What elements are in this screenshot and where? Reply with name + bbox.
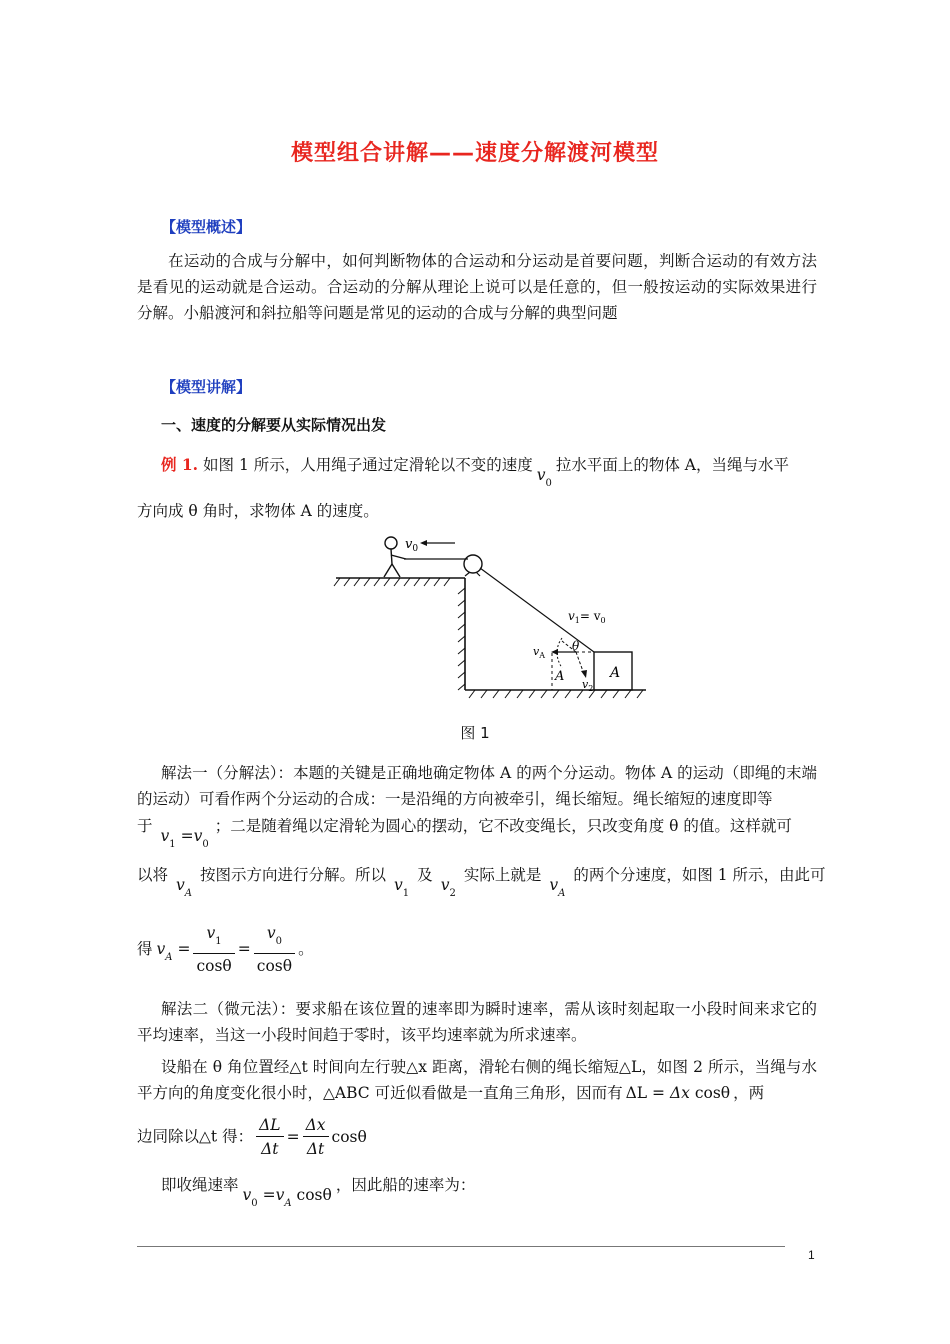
page-number: 1 [808,1248,815,1262]
overview-heading: 【模型概述】 [161,218,252,236]
v2-symbol: $v_2$ [440,876,456,899]
eq-derivative: $\frac{\Delta L}{\Delta t}$ = $\frac{\Delta x}{\Delta t}$ cosθ [253,1128,367,1146]
v0-symbol: $v_0$ [536,466,552,489]
section-subheading: 一、速度的分解要从实际情况出发 [161,416,387,434]
footer-rule [137,1246,785,1247]
method2-p3: 边同除以△t 得： $\frac{\Delta L}{\Delta t}$ = $\frac{\Delta x}{\Delta t}$ cosθ [137,1116,367,1158]
upper-ground-hatch [334,578,450,586]
example-text-b: 拉水平面上的物体 A，当绳与水平 [555,456,789,474]
person-figure [384,537,406,577]
explain-heading: 【模型讲解】 [161,378,252,396]
lower-ground-hatch [469,690,643,698]
example-line-1 [161,452,789,487]
method1-p3: 以将$v_A$按图示方向进行分解。所以$v_1$及$v_2$实际上就是$v_A$的两个分速度，如图 1 所示，由此可 [137,866,826,899]
label-v0: $v_0$ [405,537,419,554]
label-v1-eq-v0: $v_1= v_0$ [568,609,606,625]
wall-hatch [458,588,465,690]
method2-p1: 解法二（微元法）：要求船在该位置的速率即为瞬时速率，需从该时刻起取一小段时间来求它的平均速率，当这一小段时间趋于零时，该平均速率就为所求速率。 [137,1000,817,1044]
figure-1-diagram [330,528,650,704]
method1-p2: 于$v_1 =v_0$；二是随着绳以定滑轮为圆心的摆动，它不改变绳长，只改变角度 θ 的值。这样就可 [137,817,792,850]
eq-dL: ΔL = Δx cosθ [625,1084,731,1102]
label-A-dashed: A [555,669,565,684]
vA-formula: $v_A$ = $\frac{v_1}{\cos\theta}$ = $\frac{v_0}{\cos\theta}$ [157,940,299,958]
method1-p4: 得 $v_A$ = $\frac{v_1}{\cos\theta}$ = $\frac{v_0}{\cos\theta}$ 。 [137,924,314,975]
example-text-a: 如图 1 所示，人用绳子通过定滑轮以不变的速度 [203,456,533,474]
figure-1-caption: 图 1 [460,724,490,742]
example-text-c: 方向成 θ 角时，求物体 A 的速度。 [137,502,379,520]
vA-symbol-2: $v_A$ [549,876,566,899]
method1-p1: 解法一（分解法）：本题的关键是正确地确定物体 A 的两个分运动。物体 A 的运动（即绳的末端的运动）可看作两个分运动的合成：一是沿绳的方向被牵引，绳长缩短。绳长缩短的速度即等 [137,764,817,808]
v1-symbol: $v_1$ [394,876,410,899]
label-A-box: A [610,665,621,681]
eq-v1-v0: $v_1 =v_0$ [160,827,209,850]
example-label: 例 1. [161,455,199,474]
method2-p4: 即收绳速率$v_0 =v_A$ cosθ，因此船的速率为： [161,1176,476,1209]
label-theta: θ [572,639,580,653]
vA-symbol: $v_A$ [176,876,193,899]
overview-text: 在运动的合成与分解中，如何判断物体的合运动和分运动是首要问题，判断合运动的有效方法是看见的运动就是合运动。合运动的分解从理论上说可以是任意的，但一般按运动的实际效果进行分解。小船渡河和斜拉船等问题是常见的运动的合成与分解的典型问题 [137,252,817,322]
page-title: 模型组合讲解——速度分解渡河模型 [290,141,659,166]
label-v2: $v_2$ [582,678,594,693]
label-vA: $v_A$ [533,645,545,660]
method2-p2: 设船在 θ 角位置经△t 时间向左行驶△x 距离，滑轮右侧的绳长缩短△L，如图 2 所示，当绳与水平方向的角度变化很小时，△ABC 可近似看做是一直角三角形，因而有 ΔL = Δx cosθ ，两 [137,1058,817,1102]
pulley [464,555,482,573]
eq-v0-vA: $v_0 =v_A$ cosθ [242,1186,332,1209]
